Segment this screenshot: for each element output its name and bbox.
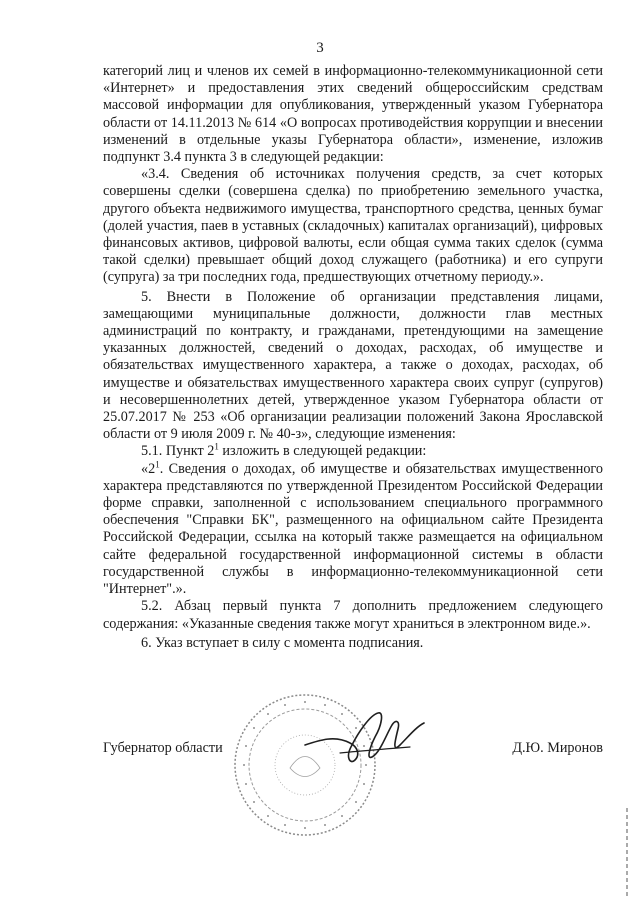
paragraph-2-1: «$2^1$. Сведения о доходах, об имуществе и обязательствах имущественного характера представляются по утвержденной Президентом Российской Федерации форме справки, заполненной с использованием специального программного обеспечения "Справки БК", размещенного на официальном сайте Президента Российской Федерации, ссылка на который также размещается на официальном сайте федеральной государственной информационной системы в области государственной службы в информационно-телекоммуникационной сети "Интернет".». bbox=[103, 458, 603, 598]
paragraph-6: 6. Указ вступает в силу с момента подписания. bbox=[141, 634, 424, 651]
signatory-name: Д.Ю. Миронов bbox=[512, 740, 603, 756]
scan-edge-mark bbox=[622, 808, 632, 898]
paragraph-continuation: категорий лиц и членов их семей в информационно-телекоммуникационной сети «Интернет» и предоставления этих сведений общероссийским средствам массовой информации для опубликования, утвержденный указом Губернатора области от 14.11.2013 № 614 «О вопросах противодействия коррупции и внесении изменений в отдельные указы Губернатора области», изменение, изложив подпункт 3.4 пункта 3 в следующей редакции: bbox=[103, 63, 603, 166]
signatory-position: Губернатор области bbox=[103, 740, 223, 756]
paragraph-5-2: 5.2. Абзац первый пункта 7 дополнить предложением следующего содержания: «Указанные сведения также могут храниться в электронном виде.». bbox=[103, 598, 603, 632]
paragraph-5: 5. Внести в Положение об организации представления лицами, замещающими муниципальные должности, должности глав местных администраций по контракту, и гражданами, претендующими на замещение указанных должностей, сведений о доходах, расходах, об имуществе и обязательствах имущественного характера, а также о доходах, расходах, об имуществе и обязательствах имущественного характера своих супруг (супругов) и несовершеннолетних детей, утвержденное указом Губернатора области от 25.07.2017 № 253 «Об организации реализации положений Закона Ярославской области от 9 июля 2009 г. № 40-з», следующие изменения: bbox=[103, 288, 603, 443]
signature-block bbox=[103, 740, 603, 760]
paragraph-3-4: «3.4. Сведения об источниках получения средств, за счет которых совершены сделки (совершена сделка) по приобретению земельного участка, другого объекта недвижимого имущества, транспортного средства, ценных бумаг (долей участия, паев в уставных (складочных) капиталах организаций), цифровых финансовых активов, цифровой валюты, если общая сумма таких сделок (сумма такой сделки) превышает общий доход служащего (работника) и его супруги (супруга) за три последних года, предшествующих отчетному периоду.». bbox=[103, 166, 603, 286]
page-number: 3 bbox=[316, 40, 324, 56]
document-body bbox=[103, 63, 603, 652]
paragraph-5-1: 5.1. Пункт $2^1$ изложить в следующей редакции: bbox=[141, 441, 427, 460]
